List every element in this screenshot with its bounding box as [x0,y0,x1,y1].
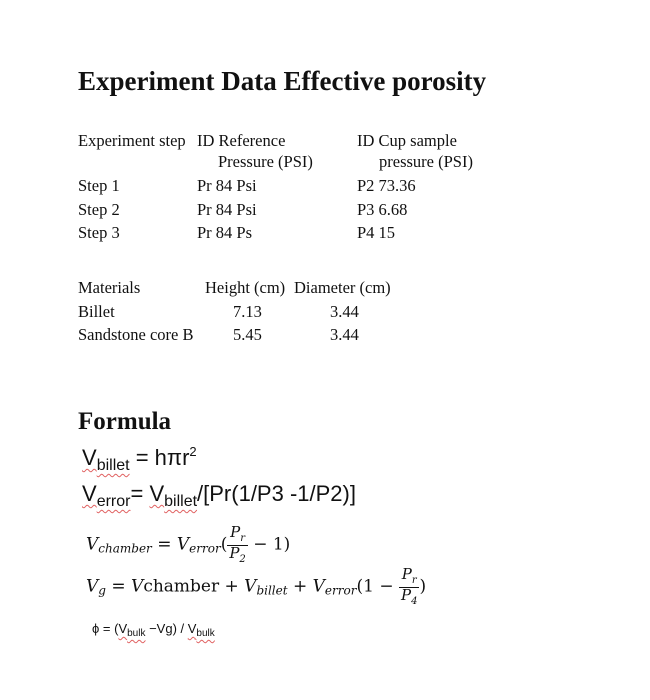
fraction-numerator: P [230,523,241,541]
fraction-denominator: P [400,585,412,604]
formula-v-chamber [86,525,290,565]
formula-superscript: 2 [189,444,197,459]
formula-equals: = [105,576,132,597]
formula-symbol: V [149,481,165,506]
row-cup: P2 73.36 [357,176,416,195]
formula-symbol: V [131,576,144,597]
formula-equals: = [130,481,150,506]
formula-symbol: V [82,481,97,506]
formula-subscript: billet [96,457,130,474]
formula-equals: = [151,534,177,555]
fraction-numerator: P [401,565,412,583]
formula-subscript: chamber [98,541,152,556]
formula-subscript: billet [256,583,288,598]
fraction-numerator-sub: r [240,533,245,544]
formula-subscript: bulk [127,628,146,639]
formula-plus: + [287,576,313,597]
formula-v-error [82,481,356,511]
formula-subscript: error [96,493,131,510]
formula-plus: + [219,576,245,597]
formula-subscript: billet [164,493,198,510]
formula-tail: − 1) [247,534,291,555]
formula-paren: ( [220,534,228,555]
formula-rhs: = hπr [129,445,190,470]
formula-v-billet [82,444,197,475]
formula-symbol: V [244,576,257,597]
row-material: Sandstone core B [78,325,194,344]
formula-subscript: bulk [196,628,215,639]
row-cup: P3 6.68 [357,200,408,219]
row-material: Billet [78,302,115,321]
formula-subscript: error [324,583,357,598]
row-cup: P4 15 [357,223,396,242]
row-step: Step 1 [78,176,120,195]
formula-subscript: error [189,541,221,556]
header-diameter: Diameter (cm) [294,278,391,297]
row-height: 5.45 [233,325,262,344]
header-reference-line1: ID Reference [197,131,286,150]
row-step: Step 3 [78,223,120,242]
fraction-denominator-sub: 2 [239,553,246,565]
formula-phi: ϕ = ( [92,621,119,636]
row-ref: Pr 84 Ps [197,223,253,242]
fraction-numerator-sub: r [411,575,417,586]
header-cup-line1: ID Cup sample [357,131,457,150]
formula-symbol: V [187,621,197,636]
header-experiment-step: Experiment step [78,131,186,150]
row-diameter: 3.44 [330,302,359,321]
formula-fraction [399,567,419,607]
formula-porosity [92,621,215,639]
formula-symbol: V [86,534,99,555]
formula-fraction [227,525,247,565]
formula-mid: −Vg) / [145,621,188,636]
formula-paren: (1 − [356,576,399,597]
formula-subscript: g [98,583,106,598]
fraction-denominator-sub: 4 [411,595,418,607]
fraction-denominator: P [229,543,240,562]
header-height: Height (cm) [205,278,286,297]
header-materials: Materials [78,278,141,297]
row-diameter: 3.44 [330,325,359,344]
formula-symbol: V [312,576,325,597]
header-cup-line2: pressure (PSI) [379,152,473,171]
formula-paren: ) [419,576,427,597]
row-ref: Pr 84 Psi [197,176,257,195]
formula-word: chamber [143,576,220,597]
formula-symbol: V [82,445,97,470]
row-ref: Pr 84 Psi [197,200,257,219]
formula-rhs: /[Pr(1/P3 -1/P2)] [197,481,356,506]
formula-heading: Formula [78,408,172,435]
formula-v-g [86,567,426,607]
formula-symbol: V [176,534,190,555]
row-height: 7.13 [233,302,262,321]
formula-symbol: V [86,576,99,597]
header-reference-line2: Pressure (PSI) [218,152,313,171]
formula-symbol: V [118,621,128,636]
page-title: Experiment Data Effective porosity [78,66,487,96]
row-step: Step 2 [78,200,120,219]
